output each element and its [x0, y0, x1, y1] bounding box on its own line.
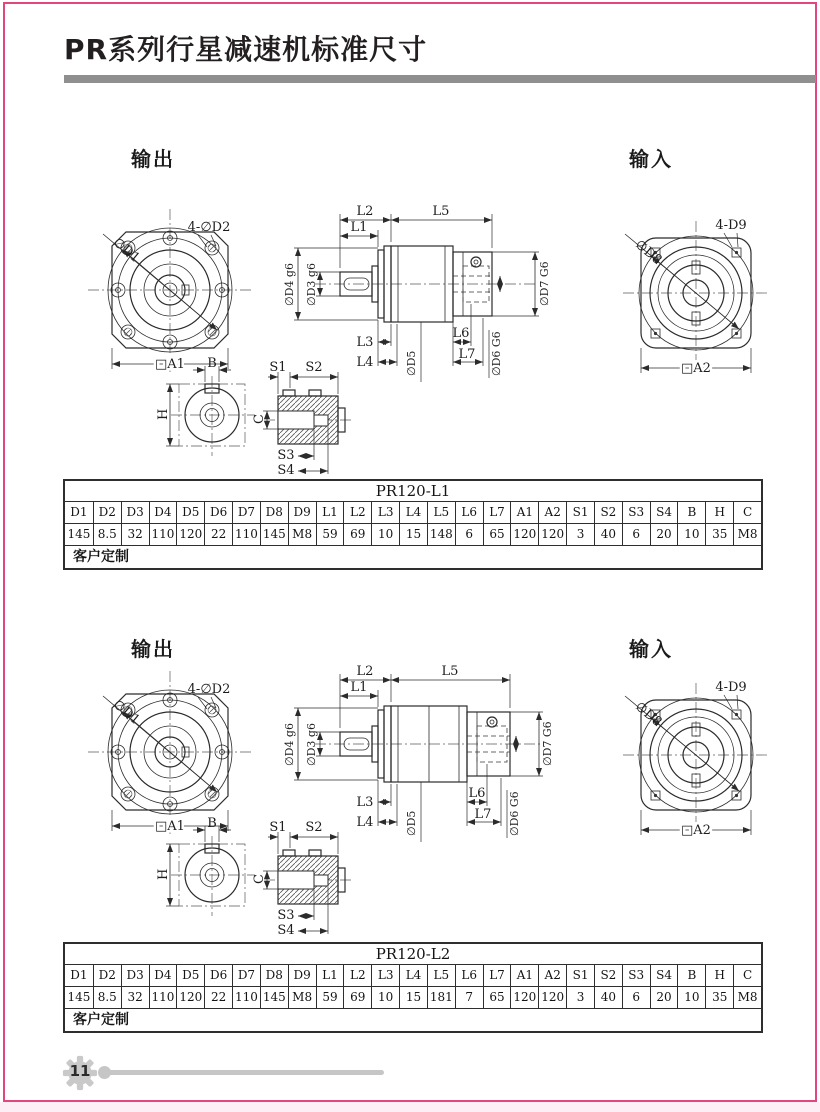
- section2-input-rear-view: [598, 669, 803, 848]
- table1-footer: 客户定制: [65, 545, 761, 568]
- dim-label-s2: S2: [305, 820, 323, 835]
- dim-label-a1: □A1: [155, 357, 185, 372]
- table-cell: L3: [371, 965, 399, 986]
- section2-keyway-detail: [250, 818, 365, 942]
- table-cell: H: [705, 502, 733, 523]
- section1-input-label: 输入: [629, 147, 673, 171]
- table-cell: 6: [622, 524, 650, 545]
- dim-label-s1: S1: [269, 360, 287, 375]
- bottom-strip: [0, 1102, 820, 1112]
- dim-label-l7: L7: [458, 347, 476, 362]
- dimension-table-pr120-l1: [63, 479, 763, 570]
- table-cell: M8: [288, 524, 316, 545]
- page-number: 11: [69, 1062, 91, 1080]
- table-cell: 120: [176, 524, 204, 545]
- table-cell: L6: [455, 502, 483, 523]
- dim-label-s1: S1: [269, 820, 287, 835]
- dim-label-l2: L2: [356, 664, 374, 679]
- table-cell: D1: [70, 968, 88, 982]
- table-cell: 65: [483, 524, 511, 545]
- dim-label-d4: ∅D4 g6: [283, 723, 296, 766]
- table-cell: 120: [538, 987, 566, 1008]
- dim-label-l2: L2: [356, 204, 374, 219]
- table-cell: 15: [399, 524, 427, 545]
- section1-output-label: 输出: [131, 147, 175, 171]
- table-cell: 10: [371, 524, 399, 545]
- table-cell: D3: [121, 502, 149, 523]
- table-cell: 65: [483, 987, 511, 1008]
- table-cell: 20: [650, 524, 678, 545]
- table-cell: 69: [343, 987, 371, 1008]
- table-cell: 10: [677, 987, 705, 1008]
- dim-label-b: B: [207, 356, 217, 371]
- dim-label-l1: L1: [350, 220, 368, 235]
- table-cell: L1: [316, 965, 344, 986]
- dim-label-l7: L7: [474, 807, 492, 822]
- table-cell: S1: [566, 502, 594, 523]
- table-cell: 6: [622, 987, 650, 1008]
- table-cell: D2: [93, 965, 121, 986]
- table-cell: H: [705, 965, 733, 986]
- table1-value-row: [65, 523, 761, 545]
- table-cell: B: [677, 502, 705, 523]
- dim-label-d3: ∅D3 g6: [305, 723, 318, 766]
- table-cell: 110: [232, 524, 260, 545]
- table-cell: L6: [455, 965, 483, 986]
- dim-label-b: B: [207, 816, 217, 831]
- dimension-table-pr120-l2: [63, 942, 763, 1033]
- table-cell: A1: [510, 965, 538, 986]
- table-cell: S2: [594, 502, 622, 523]
- section1-input-rear-view: [598, 207, 803, 386]
- section2-shaft-detail: [156, 816, 263, 927]
- table-cell: D1: [70, 505, 88, 519]
- table2-value-row: [65, 986, 761, 1008]
- table-cell: 3: [566, 987, 594, 1008]
- table-cell: 22: [204, 987, 232, 1008]
- section2-input-label: 输入: [629, 637, 673, 661]
- footer-decorative-line: [108, 1070, 384, 1075]
- dim-label-c: C: [252, 874, 267, 884]
- section1-shaft-detail: [156, 356, 263, 467]
- table-cell: 32: [121, 524, 149, 545]
- table-cell: 22: [204, 524, 232, 545]
- table-cell: D3: [121, 965, 149, 986]
- table-cell: M8: [288, 987, 316, 1008]
- table-cell: 3: [566, 524, 594, 545]
- table-cell: B: [677, 965, 705, 986]
- table-cell: 7: [455, 987, 483, 1008]
- dim-label-d7: ∅D7 G6: [541, 721, 554, 766]
- table1-title: PR120-L1: [375, 482, 451, 500]
- dim-label-4d9: 4-D9: [715, 218, 747, 233]
- table-cell: A1: [510, 502, 538, 523]
- table-cell: 120: [510, 987, 538, 1008]
- dim-label-d1: ∅D1: [109, 235, 143, 267]
- table-cell: 20: [650, 987, 678, 1008]
- dim-label-d4: ∅D4 g6: [283, 263, 296, 306]
- dim-label-a1: □A1: [155, 819, 185, 834]
- table-cell: 181: [427, 987, 455, 1008]
- title-underline-bar: [64, 75, 816, 83]
- section1-keyway-detail: [250, 358, 365, 482]
- dim-label-l6: L6: [468, 786, 486, 801]
- table-cell: 120: [510, 524, 538, 545]
- dim-label-s3: S3: [277, 448, 295, 463]
- table-cell: M8: [733, 987, 761, 1008]
- table-cell: S4: [650, 965, 678, 986]
- table-cell: L7: [483, 965, 511, 986]
- table1-header-row: [65, 501, 761, 523]
- table-cell: M8: [733, 524, 761, 545]
- page-title: PR系列行星减速机标准尺寸: [64, 33, 428, 66]
- table-cell: 110: [232, 987, 260, 1008]
- table-cell: L4: [399, 965, 427, 986]
- table-cell: L5: [427, 965, 455, 986]
- section1-output-front-view: [70, 195, 285, 384]
- table-cell: C: [733, 502, 761, 523]
- dim-label-d3: ∅D3 g6: [305, 263, 318, 306]
- table-cell: 145: [67, 990, 91, 1004]
- table-cell: 145: [67, 527, 91, 541]
- table-cell: D8: [260, 502, 288, 523]
- table-cell: 110: [149, 987, 177, 1008]
- dim-label-d5: ∅D5: [405, 350, 418, 376]
- dim-label-l3: L3: [356, 795, 374, 810]
- section2-output-label: 输出: [131, 637, 175, 661]
- table-cell: 59: [316, 987, 344, 1008]
- table-cell: 40: [594, 524, 622, 545]
- table-cell: C: [733, 965, 761, 986]
- table-cell: D6: [204, 502, 232, 523]
- table-cell: S1: [566, 965, 594, 986]
- table-cell: A2: [538, 502, 566, 523]
- table-cell: 110: [149, 524, 177, 545]
- table-cell: S3: [622, 965, 650, 986]
- table-cell: L2: [343, 502, 371, 523]
- table-cell: 120: [538, 524, 566, 545]
- table-cell: 145: [260, 524, 288, 545]
- dim-label-l4: L4: [356, 355, 374, 370]
- dim-label-l6: L6: [452, 326, 470, 341]
- table-cell: D4: [149, 965, 177, 986]
- table-cell: D5: [176, 965, 204, 986]
- table-cell: 59: [316, 524, 344, 545]
- dim-label-s3: S3: [277, 908, 295, 923]
- table2-title: PR120-L2: [375, 945, 451, 963]
- dim-label-l5: L5: [441, 664, 459, 679]
- dim-label-4d9: 4-D9: [715, 680, 747, 695]
- dim-label-4d2: 4-∅D2: [187, 220, 231, 235]
- dim-label-d5: ∅D5: [405, 810, 418, 836]
- table-cell: D9: [288, 965, 316, 986]
- dim-label-d6: ∅D6 G6: [508, 791, 521, 836]
- table-cell: D5: [176, 502, 204, 523]
- table-cell: 148: [427, 524, 455, 545]
- table-cell: D7: [232, 502, 260, 523]
- dim-label-d6: ∅D6 G6: [490, 331, 503, 376]
- table2-header-row: [65, 964, 761, 986]
- table2-footer: 客户定制: [65, 1008, 761, 1031]
- dim-label-s4: S4: [277, 463, 295, 478]
- dim-label-d1: ∅D1: [109, 697, 143, 729]
- dim-label-l5: L5: [432, 204, 450, 219]
- table-cell: 120: [176, 987, 204, 1008]
- dim-label-h: H: [156, 868, 171, 880]
- dim-label-l4: L4: [356, 815, 374, 830]
- table-cell: 8.5: [93, 987, 121, 1008]
- table-cell: L5: [427, 502, 455, 523]
- table-cell: D2: [93, 502, 121, 523]
- table-cell: 10: [677, 524, 705, 545]
- table-cell: 145: [260, 987, 288, 1008]
- table-cell: 35: [705, 987, 733, 1008]
- table-cell: D6: [204, 965, 232, 986]
- dim-label-d7: ∅D7 G6: [538, 261, 551, 306]
- table-cell: L2: [343, 965, 371, 986]
- table-cell: L4: [399, 502, 427, 523]
- dim-label-s4: S4: [277, 923, 295, 938]
- dim-label-d8: ∅D8: [631, 237, 665, 269]
- table-cell: 69: [343, 524, 371, 545]
- dim-label-h: H: [156, 408, 171, 420]
- table-cell: 15: [399, 987, 427, 1008]
- dim-label-a2: □A2: [681, 361, 711, 376]
- table-cell: 40: [594, 987, 622, 1008]
- dim-label-s2: S2: [305, 360, 323, 375]
- table-cell: D9: [288, 502, 316, 523]
- table-cell: 6: [455, 524, 483, 545]
- table-cell: 10: [371, 987, 399, 1008]
- dim-label-d8: ∅D8: [631, 699, 665, 731]
- dim-label-a2: □A2: [681, 823, 711, 838]
- table-cell: L1: [316, 502, 344, 523]
- table-cell: D8: [260, 965, 288, 986]
- dim-label-c: C: [252, 414, 267, 424]
- table-cell: S2: [594, 965, 622, 986]
- dim-label-l3: L3: [356, 335, 374, 350]
- dim-label-l1: L1: [350, 680, 368, 695]
- table-cell: D4: [149, 502, 177, 523]
- table-cell: S3: [622, 502, 650, 523]
- table-cell: L7: [483, 502, 511, 523]
- table-cell: L3: [371, 502, 399, 523]
- table-cell: 8.5: [93, 524, 121, 545]
- table-cell: 32: [121, 987, 149, 1008]
- table-cell: A2: [538, 965, 566, 986]
- table-cell: S4: [650, 502, 678, 523]
- table-cell: 35: [705, 524, 733, 545]
- table-cell: D7: [232, 965, 260, 986]
- dim-label-4d2: 4-∅D2: [187, 682, 231, 697]
